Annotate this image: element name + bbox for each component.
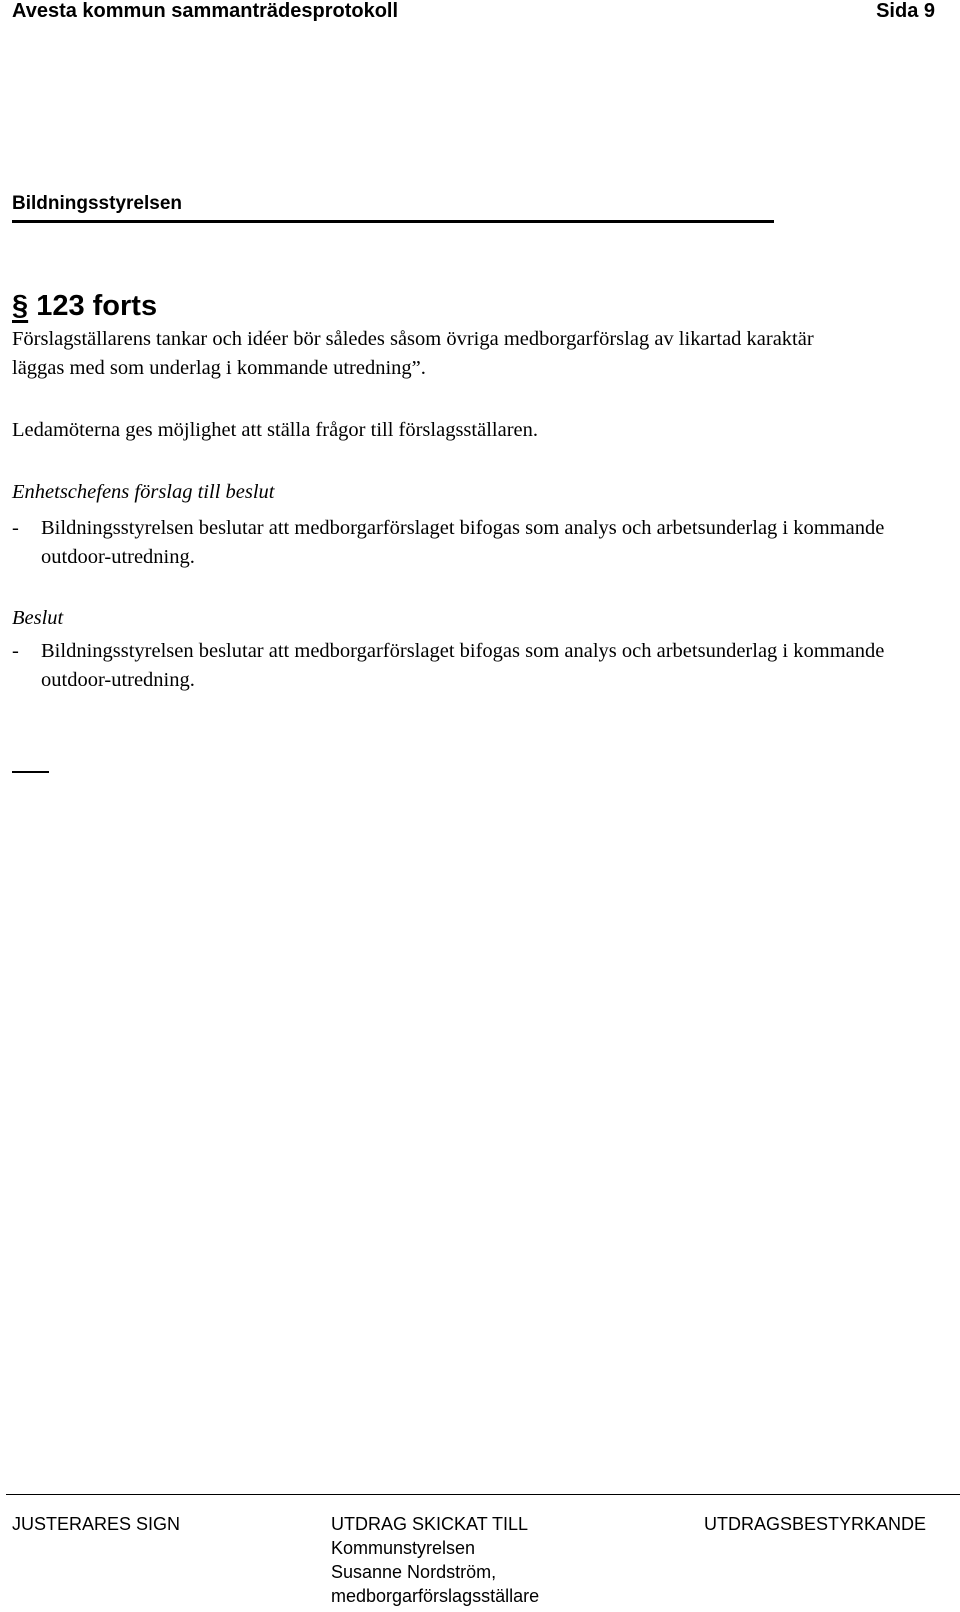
footer-divider: [6, 1494, 960, 1495]
proposal-item: [12, 514, 942, 572]
paragraph-proposer-ideas: Förslagställarens tankar och idéer bör således såsom övriga medborgarförslag av likartad karaktär läggas med som underlag i kommande utredning”.: [12, 328, 814, 379]
decision-text: Bildningsstyrelsen beslutar att medborgarförslaget bifogas som analys och arbetsunderlag i kommande outdoor-utredning.: [41, 640, 885, 691]
paragraph-members-questions: Ledamöterna ges möjlighet att ställa frågor till förslagsställaren.: [12, 419, 538, 441]
decision-dash: -: [12, 640, 19, 662]
section-heading: [12, 290, 157, 323]
footer-extract-certification: UTDRAGSBESTYRKANDE: [704, 1514, 927, 1534]
board-name: Bildningsstyrelsen: [12, 193, 182, 214]
decision-item: [12, 637, 942, 695]
section-end-mark: [12, 771, 49, 773]
decision-heading: Beslut: [12, 607, 64, 629]
footer-extract-sent-label: UTDRAG SKICKAT TILL: [331, 1514, 529, 1534]
section-title: 123 forts: [36, 290, 158, 322]
document-title: Avesta kommun sammanträdesprotokoll: [12, 0, 399, 22]
footer-recipient: Susanne Nordström,: [331, 1562, 497, 1582]
footer-recipient: medborgarförslagsställare: [331, 1586, 540, 1606]
footer-extract-sent: [331, 1512, 539, 1608]
proposal-dash: -: [12, 517, 19, 539]
proposal-heading: Enhetschefens förslag till beslut: [12, 481, 275, 503]
proposal-text: Bildningsstyrelsen beslutar att medborgarförslaget bifogas som analys och arbetsunderlag i kommande outdoor-utredning.: [41, 517, 885, 568]
footer-recipient: Kommunstyrelsen: [331, 1538, 476, 1558]
footer-adjusters-sign: JUSTERARES SIGN: [12, 1514, 181, 1534]
board-divider: [12, 220, 774, 223]
section-symbol: §: [12, 290, 29, 322]
page-number: Sida 9: [876, 0, 935, 22]
